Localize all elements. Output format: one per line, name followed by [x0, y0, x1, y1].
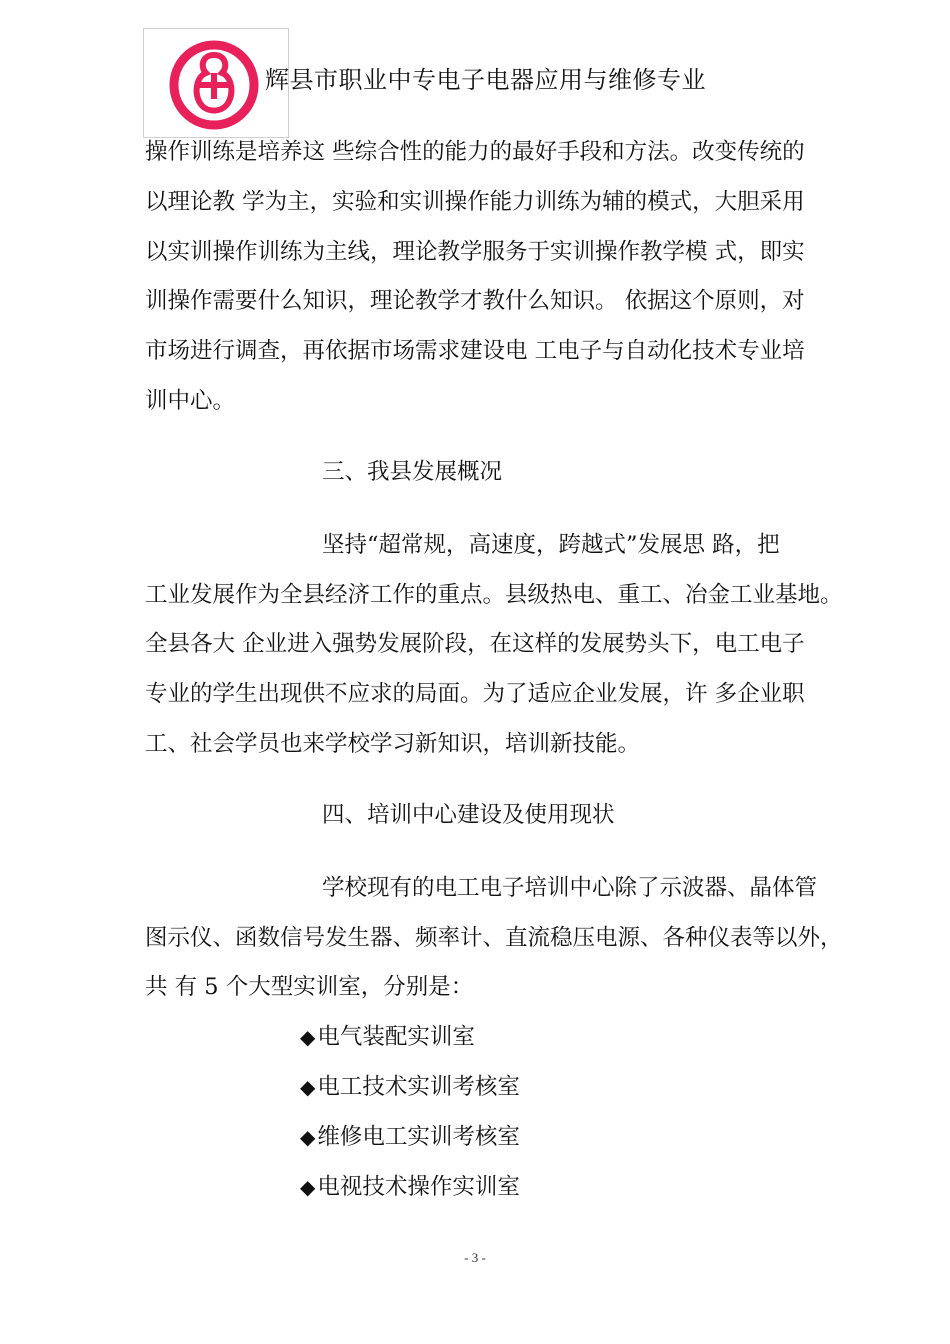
body-line: 全县各大 企业进入强势发展阶段，在这样的发展势头下，电工电子 [145, 631, 805, 657]
school-logo-icon [166, 37, 262, 133]
body-line: 专业的学生出现供不应求的局面。为了适应企业发展，许 多企业职 [145, 681, 805, 707]
section-heading: 四、培训中心建设及使用现状 [322, 802, 615, 828]
body-line: 工、社会学员也来学校学习新知识，培训新技能。 [145, 731, 641, 757]
diamond-bullet-icon: ◆ [300, 1175, 316, 1199]
body-line: 共 有 5 个大型实训室，分别是： [145, 974, 474, 1000]
body-line: 工业发展作为全县经济工作的重点。县级热电、重工、冶金工业基地。 [145, 582, 843, 608]
list-item [300, 1072, 520, 1102]
diamond-bullet-icon: ◆ [300, 1025, 316, 1049]
list-item-label: 电气装配实训室 [317, 1024, 475, 1050]
body-line: 以理论教 学为主，实验和实训操作能力训练为辅的模式，大胆采用 [145, 189, 805, 215]
page-number: - 3 - [464, 1250, 486, 1265]
body-line: 图示仪、函数信号发生器、频率计、直流稳压电源、各种仪表等以外， [145, 925, 843, 951]
list-item [300, 1022, 475, 1052]
body-line: 训操作需要什么知识，理论教学才教什么知识。 依据这个原则，对 [145, 288, 805, 314]
diamond-bullet-icon: ◆ [300, 1125, 316, 1149]
body-line: 学校现有的电工电子培训中心除了示波器、晶体管 [322, 875, 818, 901]
list-item [300, 1122, 520, 1152]
list-item-label: 维修电工实训考核室 [317, 1124, 520, 1150]
list-item-label: 电工技术实训考核室 [317, 1074, 520, 1100]
body-line: 市场进行调查，再依据市场需求建设电 工电子与自动化技术专业培 [145, 338, 805, 364]
section-heading: 三、我县发展概况 [322, 459, 503, 485]
list-item [300, 1172, 520, 1202]
body-line: 坚持“超常规，高速度，跨越式”发展思 路，把 [322, 532, 780, 558]
diamond-bullet-icon: ◆ [300, 1075, 316, 1099]
body-line: 训中心。 [145, 388, 236, 414]
body-line: 操作训练是培养这 些综合性的能力的最好手段和方法。改变传统的 [145, 139, 805, 165]
header-title: 辉县市职业中专电子电器应用与维修专业 [265, 66, 706, 94]
list-item-label: 电视技术操作实训室 [317, 1174, 520, 1200]
body-line: 以实训操作训练为主线，理论教学服务于实训操作教学模 式，即实 [145, 239, 805, 265]
